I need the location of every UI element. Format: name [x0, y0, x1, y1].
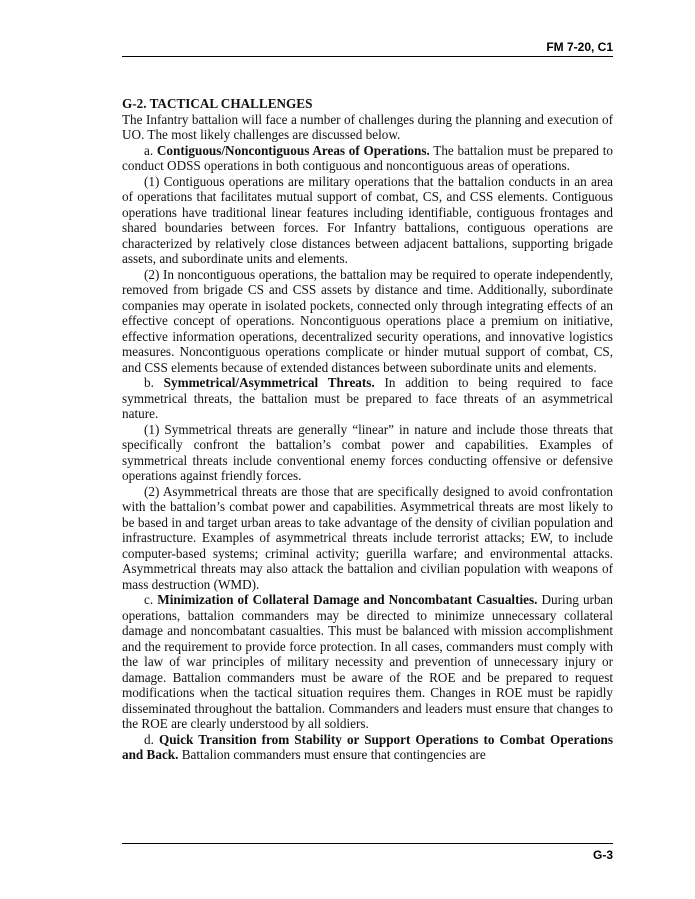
- paragraph-a2: (2) In noncontiguous operations, the battalion may be required to operate independently, removed from brigade CS and CSS assets by distance and time. Additionally, subordinate companies may operate in isolated pockets, connected only through integrating effects of an effective concept of operations. Noncontiguous operations place a premium on initiative, effective information operations, decentralized security operations, and innovative logistics measures. Noncontiguous operations complicate or hinder mutual support of combat, CS, and CSS elements because of extended distances between subordinate units and elements.: [122, 266, 613, 375]
- section-title: G-2. TACTICAL CHALLENGES: [122, 96, 313, 111]
- paragraph-d-heading: Quick Transition from Stability or Support Operations to Combat Operations and Back.: [122, 731, 614, 762]
- document-id: FM 7-20, C1: [546, 40, 613, 54]
- page-number: G-3: [592, 848, 613, 862]
- paragraph-b-heading: Symmetrical/Asymmetrical Threats.: [163, 375, 375, 390]
- paragraph-c-heading: Minimization of Collateral Damage and Noncombatant Casualties.: [157, 592, 538, 607]
- paragraph-c-text: During urban operations, battalion commanders may be directed to minimize unnecessary collateral damage and noncombatant casualties. This must be balanced with mission accomplishment and the requirement to provide force protection. In all cases, commanders must comply with the law of war principles of military necessity and prevention of unnecessary injury or damage. Battalion commanders must be aware of the ROE and be prepared to request modifications when the tactical situation requires them. Changes in ROE must be rapidly disseminated throughout the battalion. Commanders and leaders must ensure that changes to the ROE are clearly understood by all soldiers.: [122, 592, 613, 731]
- paragraph-a1: (1) Contiguous operations are military operations that the battalion conducts in an area of operations that facilitates mutual support of combat, CS, and CSS elements. Contiguous operations have traditional linear features including identifiable, contiguous frontages and shared boundaries between forces. For Infantry battalions, contiguous operations are characterized by relatively close distances between adjacent battalions, supporting brigade assets, and subordinate units and elements.: [122, 173, 613, 266]
- paragraph-d-label: d.: [144, 731, 154, 747]
- section-intro: The Infantry battalion will face a number of challenges during the planning and execution of UO. The most likely challenges are discussed below.: [122, 111, 613, 142]
- paragraph-a-label: a.: [144, 142, 154, 158]
- paragraph-d-text: Battalion commanders must ensure that contingencies are: [178, 747, 486, 762]
- paragraph-a-heading: Contiguous/Noncontiguous Areas of Operations.: [156, 142, 430, 158]
- paragraph-a: [122, 143, 613, 174]
- footer-rule: [122, 843, 613, 844]
- paragraph-b-text: In addition to being required to face symmetrical threats, the battalion must be prepared to face threats of an asymmetrical nature.: [122, 375, 613, 421]
- paragraph-c-label: c.: [144, 592, 154, 607]
- paragraph-d: [122, 732, 613, 763]
- paragraph-a-text: The battalion must be prepared to conduct ODSS operations in both contiguous and noncontiguous areas of operations.: [122, 142, 614, 173]
- paragraph-c: [122, 592, 613, 732]
- paragraph-b1: (1) Symmetrical threats are generally “linear” in nature and include those threats that specifically confront the battalion’s combat power and capabilities. Examples of symmetrical threats include conventional enemy forces conducting offensive or defensive operations against friendly forces.: [122, 421, 613, 483]
- paragraph-b2: (2) Asymmetrical threats are those that are specifically designed to avoid confrontation with the battalion’s combat power and capabilities. Asymmetrical threats are most likely to be based in and target urban areas to take advantage of the density of civilian population and infrastructure. Examples of asymmetrical threats include terrorist attacks; EW, to include computer-based systems; criminal activity; guerilla warfare; and environmental attacks. Asymmetrical threats may also attack the battalion and civilian population with weapons of mass destruction (WMD).: [122, 483, 613, 592]
- header-rule: [122, 56, 613, 57]
- page-body: [122, 96, 613, 763]
- paragraph-b: [122, 375, 613, 422]
- paragraph-b-label: b.: [144, 375, 154, 390]
